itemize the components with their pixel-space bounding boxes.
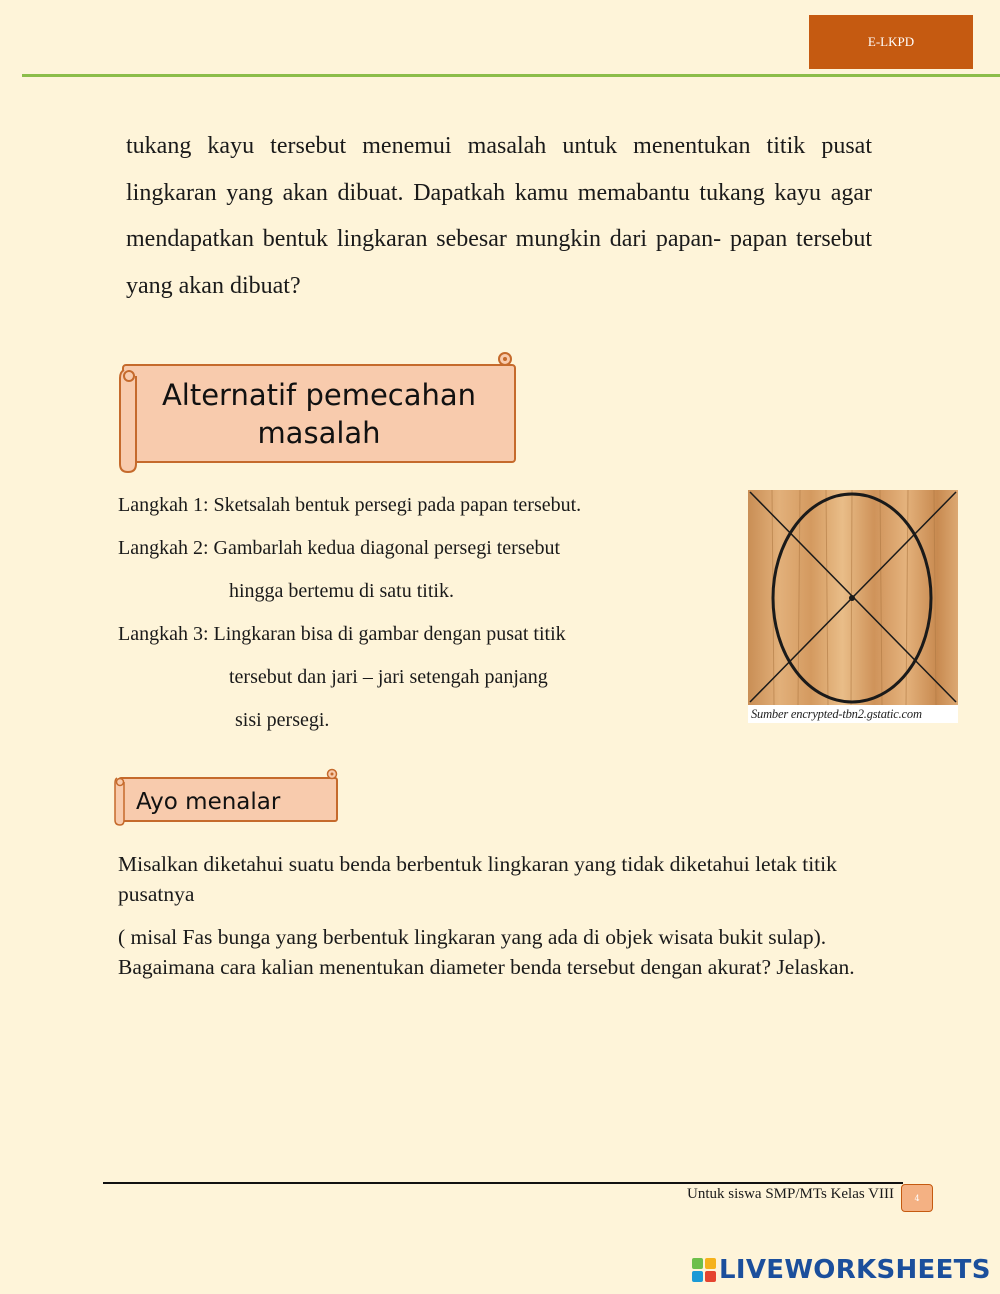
intro-paragraph: tukang kayu tersebut menemui masalah untuk menentukan titik pusat lingkaran yang akan dibuat. Dapatkah kamu memabantu tukang kayu agar mendapatkan bentuk lingkaran sebesar mungkin dari papan- papan tersebut yang akan dibuat? xyxy=(126,133,872,299)
step-3-continued-2: sisi persegi. xyxy=(235,709,330,731)
alternatif-banner-line-1: Alternatif pemecahan xyxy=(161,378,477,412)
scroll-curl-left-small-icon xyxy=(113,774,127,828)
scroll-curl-right-small-icon xyxy=(325,767,339,781)
step-1: Langkah 1: Sketsalah bentuk persegi pada papan tersebut. xyxy=(118,494,582,516)
scroll-curl-left-icon xyxy=(118,364,140,474)
wood-circle-figure xyxy=(748,490,958,724)
page-number: 4 xyxy=(901,1184,933,1212)
reasoning-paragraph-2: ( misal Fas bunga yang berbentuk lingkaran yang ada di objek wisata bukit sulap). Bagaimana cara kalian menentukan diameter benda tersebut dengan akurat? Jelaskan. xyxy=(118,925,855,979)
reasoning-paragraph-1: Misalkan diketahui suatu benda berbentuk lingkaran yang tidak diketahui letak titik pusatnya xyxy=(118,852,837,906)
alternatif-banner-line-2: masalah xyxy=(257,416,381,450)
footer-text: Untuk siswa SMP/MTs Kelas VIII xyxy=(686,1186,894,1202)
step-3: Langkah 3: Lingkaran bisa di gambar dengan pusat titik xyxy=(118,623,566,645)
liveworksheets-wordmark: LIVEWORKSHEETS xyxy=(719,1255,991,1285)
header-divider xyxy=(22,74,1000,77)
liveworksheets-logo[interactable] xyxy=(692,1253,991,1287)
step-3-continued: tersebut dan jari – jari setengah panjang xyxy=(229,666,548,688)
e-lkpd-badge: E-LKPD xyxy=(809,15,973,69)
ayo-menalar-banner xyxy=(118,777,338,822)
footer-divider xyxy=(103,1182,903,1184)
step-2-continued: hingga bertemu di satu titik. xyxy=(229,580,454,602)
scroll-curl-right-icon xyxy=(496,350,516,372)
alternatif-banner-title xyxy=(124,376,514,452)
alternatif-banner xyxy=(122,364,516,463)
liveworksheets-icon xyxy=(692,1258,716,1282)
step-2: Langkah 2: Gambarlah kedua diagonal persegi tersebut xyxy=(118,537,561,559)
ayo-menalar-label: Ayo menalar xyxy=(136,789,281,815)
steps-list xyxy=(118,484,748,742)
figure-caption: Sumber encrypted-tbn2.gstatic.com xyxy=(748,705,958,723)
